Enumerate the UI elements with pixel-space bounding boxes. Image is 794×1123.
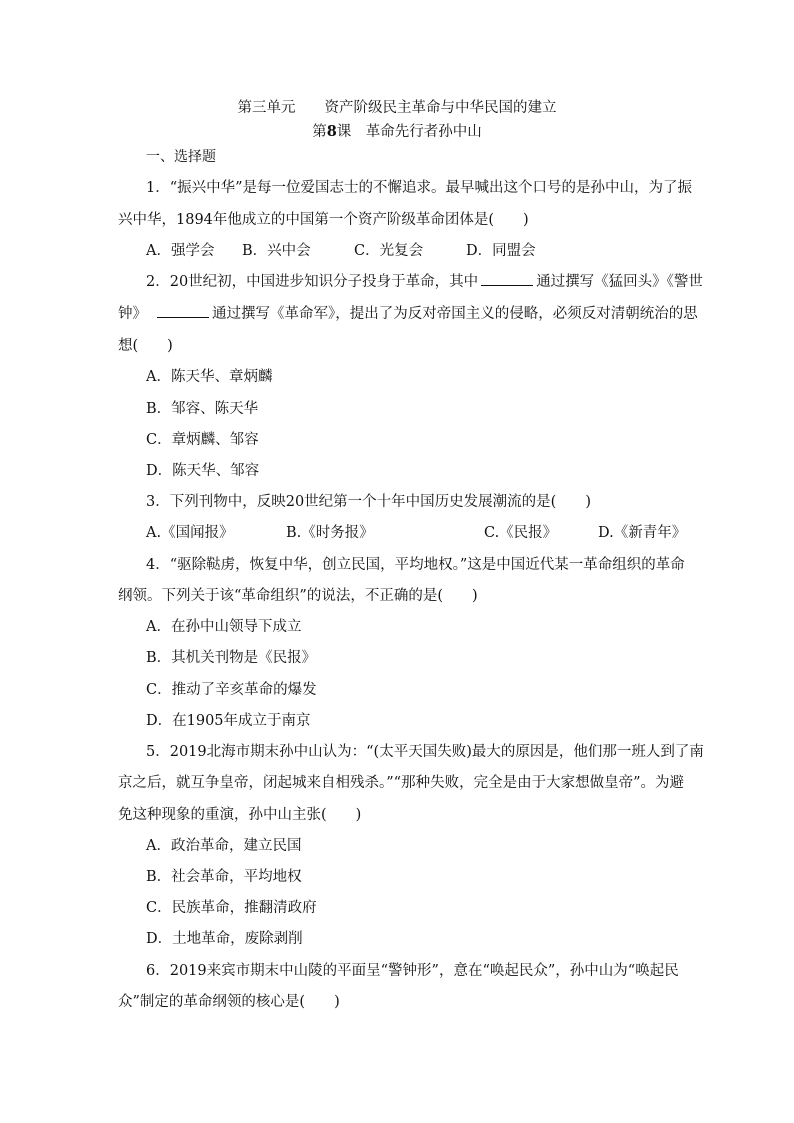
q2-part1: 2．20世纪初，中国进步知识分子投身于革命，其中 bbox=[146, 274, 479, 290]
q4-option-b: B．其机关刊物是《民报》 bbox=[146, 650, 317, 666]
q3-option-d: D.《新青年》 bbox=[598, 525, 687, 541]
lesson-number: 8 bbox=[326, 123, 337, 140]
q1-option-a: A．强学会 bbox=[146, 243, 215, 259]
q2-option-d: D．陈天华、邹容 bbox=[146, 463, 260, 479]
lesson-title bbox=[0, 120, 794, 141]
q1-stem-line1: 1．“振兴中华”是每一位爱国志士的不懈追求。最早喊出这个口号的是孙中山，为了振 bbox=[146, 180, 693, 196]
q2-stem-line3: 想( ) bbox=[118, 338, 173, 354]
q4-stem-line2: 纲领。下列关于该“革命组织”的说法，不正确的是( ) bbox=[118, 588, 478, 604]
q2-part3: 钟》 bbox=[118, 306, 147, 322]
q4-stem-line1: 4．“驱除鞑虏，恢复中华，创立民国，平均地权。”这是中国近代某一革命组织的革命 bbox=[146, 557, 685, 573]
unit-title: 第三单元 资产阶级民主革命与中华民国的建立 bbox=[237, 100, 557, 116]
q2-option-b: B．邹容、陈天华 bbox=[146, 401, 259, 417]
q5-stem-line1: 5．2019北海市期末孙中山认为：“(太平天国失败)最大的原因是，他们那一班人到了南 bbox=[146, 744, 704, 760]
q6-stem-line2: 众”制定的革命纲领的核心是( ) bbox=[118, 994, 340, 1010]
q2-part2: 通过撰写《猛回头》《警世 bbox=[536, 274, 703, 290]
q1-option-c: C．光复会 bbox=[354, 243, 424, 259]
q1-option-b: B．兴中会 bbox=[242, 243, 311, 259]
q3-stem-line1: 3．下列刊物中，反映20世纪第一个十年中国历史发展潮流的是( ) bbox=[146, 494, 591, 510]
q4-option-a: A．在孙中山领导下成立 bbox=[146, 619, 302, 635]
q2-part4: 通过撰写《革命军》，提出了为反对帝国主义的侵略，必须反对清朝统治的思 bbox=[212, 306, 698, 322]
q5-option-c: C．民族革命，推翻清政府 bbox=[146, 900, 317, 916]
q1-option-d: D．同盟会 bbox=[466, 243, 536, 259]
q5-option-b: B．社会革命，平均地权 bbox=[146, 869, 302, 885]
answer-blank bbox=[157, 305, 209, 318]
q3-option-c: C.《民报》 bbox=[484, 525, 558, 541]
q1-stem-line2: 兴中华，1894年他成立的中国第一个资产阶级革命团体是( ) bbox=[118, 212, 529, 228]
section-title: 一、选择题 bbox=[146, 149, 216, 165]
q2-option-a: A．陈天华、章炳麟 bbox=[146, 369, 273, 385]
q6-stem-line1: 6．2019来宾市期末中山陵的平面呈“警钟形”，意在“唤起民众”，孙中山为“唤起民 bbox=[146, 963, 679, 979]
q5-option-a: A．政治革命，建立民国 bbox=[146, 838, 302, 854]
q4-option-d: D．在1905年成立于南京 bbox=[146, 713, 311, 729]
q5-option-d: D．土地革命，废除剥削 bbox=[146, 931, 303, 947]
lesson-prefix: 第 bbox=[312, 124, 327, 140]
q2-option-c: C．章炳麟、邹容 bbox=[146, 432, 259, 448]
q3-option-b: B.《时务报》 bbox=[286, 525, 374, 541]
q2-stem-line1 bbox=[146, 270, 703, 291]
q3-option-a: A.《国闻报》 bbox=[146, 525, 234, 541]
lesson-suffix: 课 革命先行者孙中山 bbox=[336, 124, 482, 140]
answer-blank bbox=[481, 273, 533, 286]
q4-option-c: C．推动了辛亥革命的爆发 bbox=[146, 682, 317, 698]
q2-stem-line2 bbox=[118, 302, 698, 323]
q5-stem-line3: 免这种现象的重演，孙中山主张( ) bbox=[118, 807, 362, 823]
q5-stem-line2: 京之后，就互争皇帝，闭起城来自相残杀。”“那种失败，完全是由于大家想做皇帝”。为避 bbox=[118, 775, 684, 791]
